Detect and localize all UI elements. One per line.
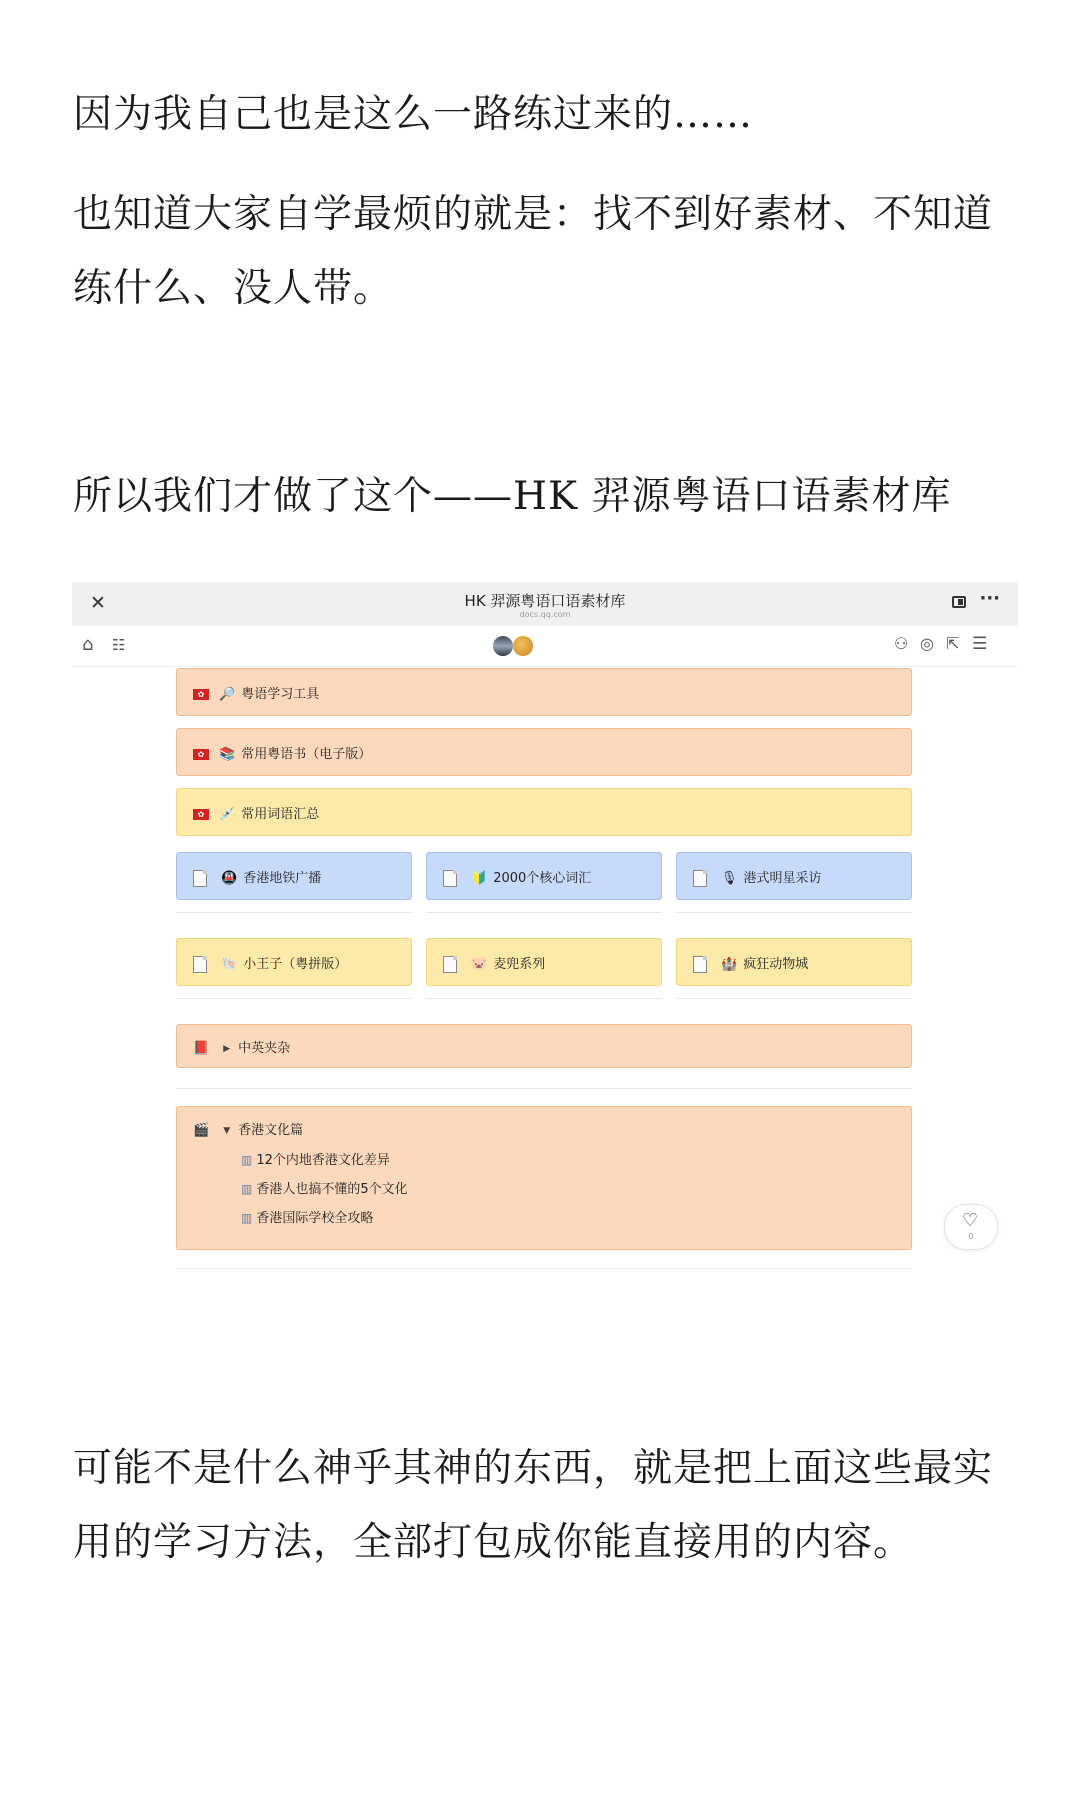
block-label: 常用词语汇总 [241,807,320,822]
card-little-prince[interactable] [176,938,412,986]
more-icon[interactable]: ··· [979,588,1000,609]
collaborate-icon[interactable]: ◎ [920,634,934,653]
embedded-screenshot [72,582,1018,1282]
books-icon: 📚 [219,747,236,762]
outline-icon[interactable]: ☷ [112,636,126,654]
list-item[interactable]: ▥ 12个内地香港文化差异 [241,1153,390,1168]
doc-icon [193,956,207,973]
paragraph-4: 可能不是什么神乎其神的东西，就是把上面这些最实用的学习方法，全部打包成你能直接用的内容。 [73,1446,994,1565]
divider [426,998,662,999]
card-mtr-broadcast[interactable] [176,852,412,900]
home-icon[interactable]: ⌂ [82,634,94,655]
heart-icon: ♡ [962,1210,979,1231]
red-book-icon: 📕 [193,1041,210,1056]
card-label: 麦兜系列 [493,957,546,972]
toggle-block-culture[interactable] [176,1106,912,1250]
window-titlebar [72,582,1018,626]
beginner-icon: 🔰 [471,871,488,886]
menu-icon[interactable]: ☰ [972,634,988,654]
block-cantonese-books[interactable] [176,728,912,776]
card-label: 港式明星采访 [743,871,822,886]
like-count: 0 [968,1232,974,1241]
toggle-label: 中英夹杂 [238,1041,291,1056]
card-mcdull[interactable] [426,938,662,986]
metro-icon: 🚇 [221,871,238,886]
hk-flag-icon: ✿ [193,749,209,760]
caret-right-icon[interactable]: ▶ [223,1043,231,1054]
list-item[interactable]: ▥ 香港人也搞不懂的5个文化 [241,1182,408,1197]
split-view-icon[interactable] [952,596,966,608]
user-icon[interactable]: ⚇ [894,634,909,653]
doc-toolbar [72,626,1018,667]
avatar[interactable] [493,636,513,656]
toggle-block-mixed[interactable] [176,1024,912,1068]
card-label: 小王子（粤拼版） [243,957,348,972]
list-item[interactable]: ▥ 香港国际学校全攻略 [241,1211,374,1226]
card-label: 香港地铁广播 [243,871,322,886]
window-title: HK 羿源粤语口语素材库 [464,592,626,610]
divider [676,998,912,999]
shell-icon: 🐚 [221,957,238,972]
syringe-icon: 💉 [219,807,236,822]
block-label: 常用粤语书（电子版） [241,747,372,762]
paragraph-1: 因为我自己也是这么一路练过来的…… [73,92,754,137]
castle-icon: 🏰 [721,957,738,972]
divider [176,1268,912,1269]
doc-icon [693,870,707,887]
card-label: 疯狂动物城 [743,957,809,972]
microphone-icon: 🎙 [721,871,738,886]
toggle-label: 香港文化篇 [238,1123,304,1138]
clapper-icon: 🎬 [193,1123,210,1138]
hk-flag-icon: ✿ [193,809,209,820]
block-cantonese-tools[interactable] [176,668,912,716]
divider [176,1088,912,1089]
book-icon: ▥ [241,1182,253,1196]
card-zootopia[interactable] [676,938,912,986]
doc-icon [693,956,707,973]
window-url: docs.qq.com [519,610,571,619]
block-label: 粤语学习工具 [241,687,320,702]
divider [176,998,412,999]
hk-flag-icon: ✿ [193,689,209,700]
book-icon: ▥ [241,1153,253,1167]
close-icon[interactable]: ✕ [90,592,106,614]
paragraph-3: 所以我们才做了这个——HK 羿源粤语口语素材库 [73,474,952,519]
divider [676,912,912,913]
block-common-words[interactable] [176,788,912,836]
card-label: 2000个核心词汇 [493,871,592,886]
pig-icon: 🐷 [471,957,488,972]
paragraph-2: 也知道大家自学最烦的就是：找不到好素材、不知道练什么、没人带。 [73,192,994,311]
divider [426,912,662,913]
share-icon[interactable]: ⇱ [946,634,960,653]
magnifier-icon: 🔎 [219,687,236,702]
divider [176,912,412,913]
doc-icon [443,870,457,887]
book-icon: ▥ [241,1211,253,1225]
like-button[interactable] [944,1204,998,1250]
doc-icon [193,870,207,887]
card-core-vocab[interactable] [426,852,662,900]
doc-icon [443,956,457,973]
caret-down-icon[interactable]: ▼ [223,1125,231,1136]
avatar[interactable] [513,636,533,656]
card-star-interviews[interactable] [676,852,912,900]
